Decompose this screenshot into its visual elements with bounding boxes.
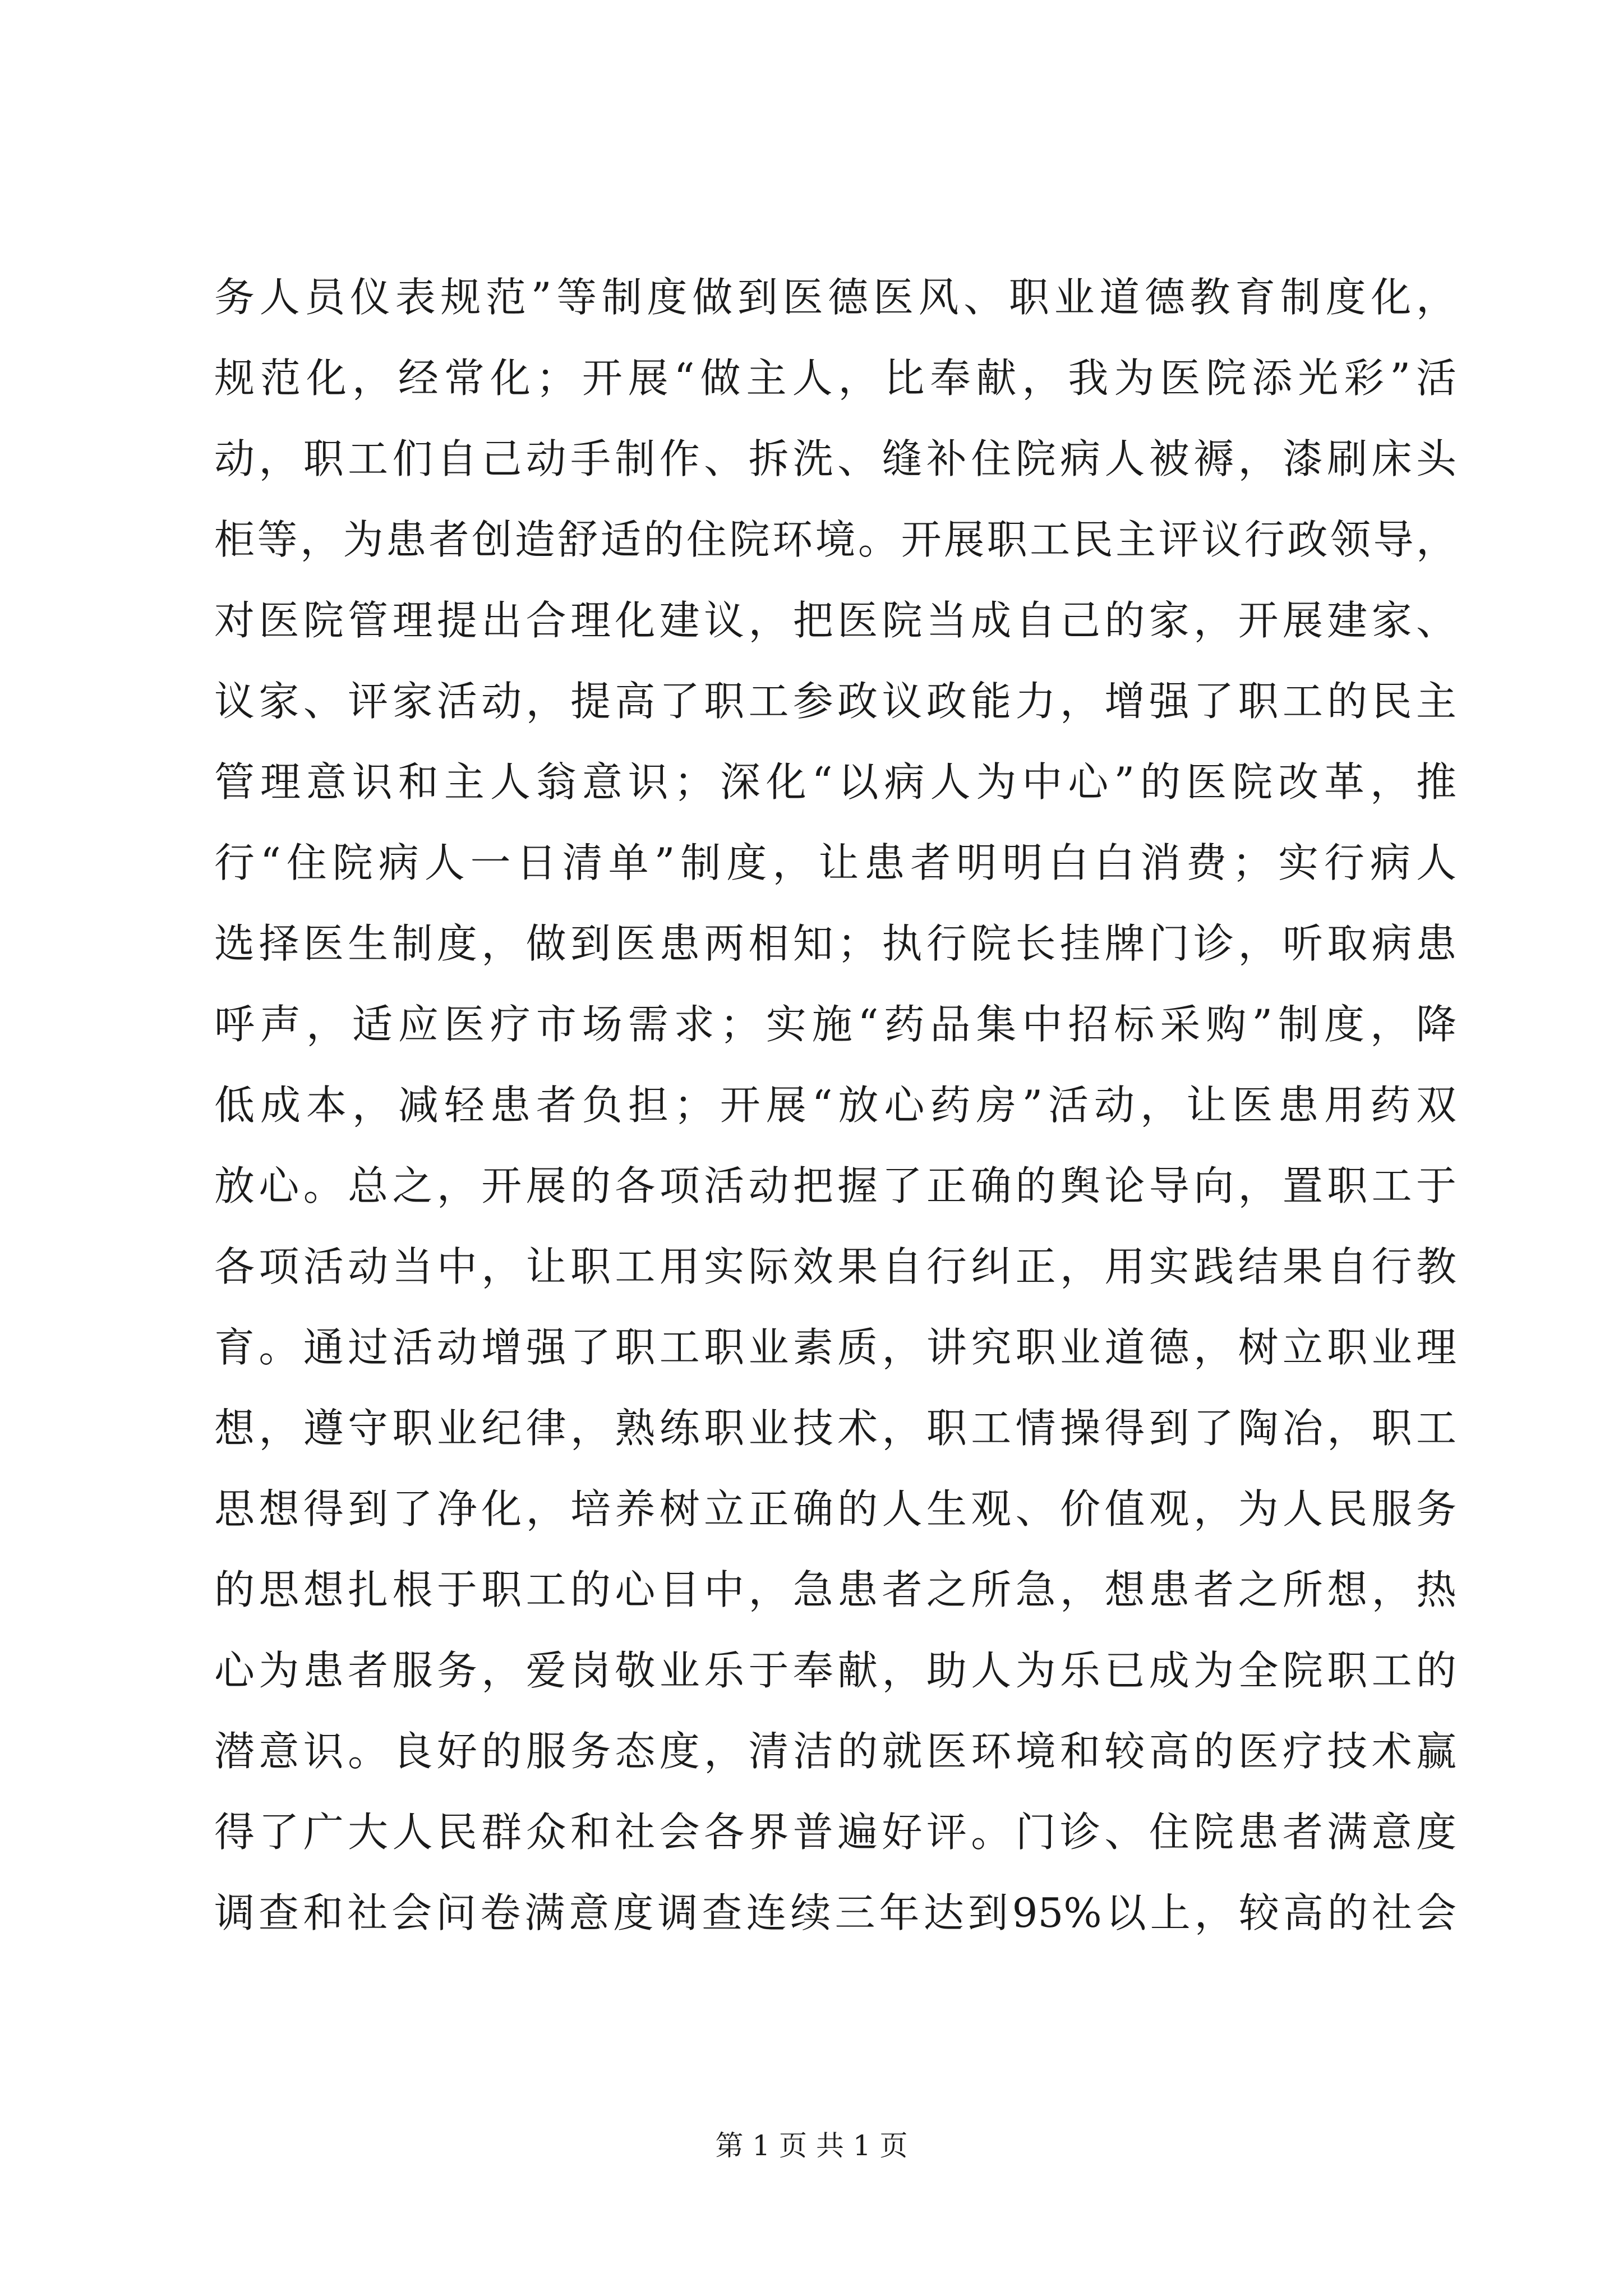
text-line: 对医院管理提出合理化建议，把医院当成自己的家，开展建家、 [214, 597, 1456, 644]
text-line: 思想得到了净化，培养树立正确的人生观、价值观，为人民服务 [214, 1485, 1456, 1533]
text-line: 放心。总之，开展的各项活动把握了正确的舆论导向，置职工于 [214, 1162, 1456, 1209]
text-line: 得了广大人民群众和社会各界普遍好评。门诊、住院患者满意度 [214, 1809, 1456, 1856]
text-line: 柜等，为患者创造舒适的住院环境。开展职工民主评议行政领导， [214, 516, 1456, 563]
text-line: 调查和社会问卷满意度调查连续三年达到95%以上，较高的社会 [214, 1889, 1456, 1936]
text-line: 管理意识和主人翁意识；深化“以病人为中心”的医院改革，推 [214, 758, 1456, 806]
text-line: 呼声，适应医疗市场需求；实施“药品集中招标采购”制度，降 [214, 1001, 1456, 1048]
text-line: 动，职工们自己动手制作、拆洗、缝补住院病人被褥，漆刷床头 [214, 435, 1456, 482]
page-number: 第 1 页 共 1 页 [715, 2129, 908, 2162]
text-line: 低成本，减轻患者负担；开展“放心药房”活动，让医患用药双 [214, 1082, 1456, 1129]
text-line: 的思想扎根于职工的心目中，急患者之所急，想患者之所想，热 [214, 1566, 1456, 1613]
text-line: 育。通过活动增强了职工职业素质，讲究职业道德，树立职业理 [214, 1324, 1456, 1371]
text-line: 行“住院病人一日清单”制度，让患者明明白白消费；实行病人 [214, 839, 1456, 886]
text-line: 议家、评家活动，提高了职工参政议政能力，增强了职工的民主 [214, 678, 1456, 725]
text-line: 务人员仪表规范”等制度做到医德医风、职业道德教育制度化， [214, 274, 1456, 321]
text-line: 心为患者服务，爱岗敬业乐于奉献，助人为乐已成为全院职工的 [214, 1647, 1456, 1694]
text-line: 选择医生制度，做到医患两相知；执行院长挂牌门诊，听取病患 [214, 920, 1456, 967]
text-line: 想，遵守职业纪律，熟练职业技术，职工情操得到了陶冶，职工 [214, 1405, 1456, 1452]
text-line: 各项活动当中，让职工用实际效果自行纠正，用实践结果自行教 [214, 1243, 1456, 1290]
text-line: 潜意识。良好的服务态度，清洁的就医环境和较高的医疗技术赢 [214, 1728, 1456, 1775]
text-line: 规范化，经常化；开展“做主人，比奉献，我为医院添光彩”活 [214, 355, 1456, 402]
page-footer [0, 2129, 1623, 2162]
body-text [214, 257, 1456, 1953]
